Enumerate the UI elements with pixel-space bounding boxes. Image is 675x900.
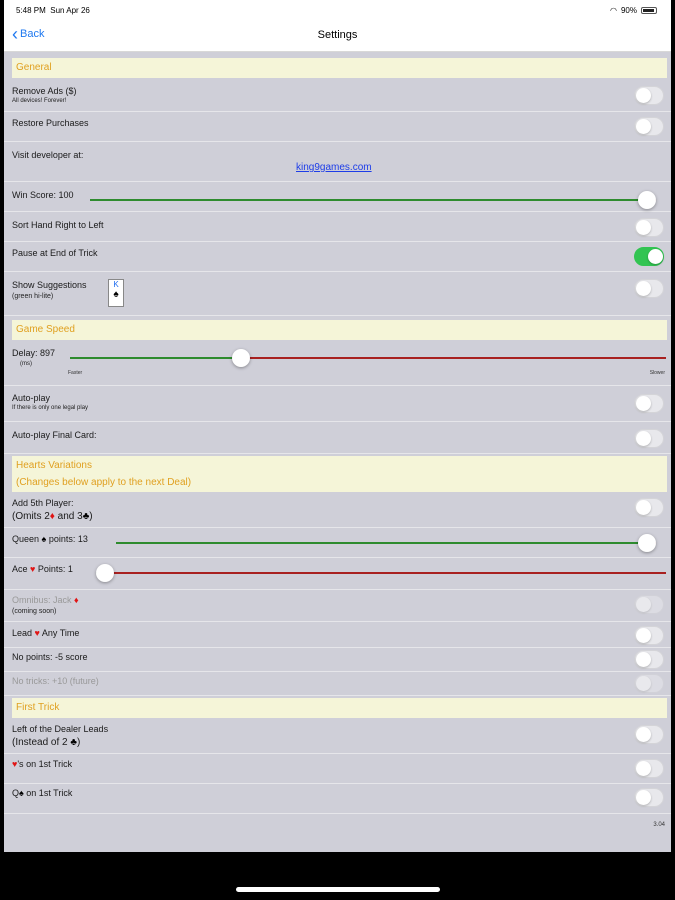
queen-first-trick-toggle[interactable]	[634, 788, 664, 807]
spade-icon: ♠	[113, 289, 119, 300]
autoplay-label: Auto-play	[12, 393, 51, 403]
row-autoplay-final	[4, 422, 671, 454]
spade-icon: ♠	[41, 534, 47, 544]
delay-value: 897	[40, 348, 56, 358]
developer-link[interactable]: king9games.com	[296, 162, 372, 173]
hearts-first-trick-toggle[interactable]	[634, 759, 664, 778]
toggle-knob	[636, 88, 651, 103]
club-icon: ♣	[70, 737, 77, 748]
row-sort-hand	[4, 212, 671, 242]
diamond-icon: ♦	[74, 595, 79, 605]
slider-fill	[70, 357, 241, 359]
status-bar	[4, 0, 671, 20]
home-indicator[interactable]	[236, 887, 440, 892]
row-queen-points	[4, 528, 671, 558]
row-restore-purchases	[4, 112, 671, 142]
toggle-knob	[636, 676, 651, 691]
hearts-variations-title: Hearts Variations	[16, 460, 92, 471]
left-dealer-label: Left of the Dealer Leads	[12, 724, 109, 734]
toggle-knob	[648, 249, 663, 264]
autoplay-final-toggle[interactable]	[634, 429, 664, 448]
row-win-score	[4, 182, 671, 212]
spade-icon: ♠	[19, 788, 24, 798]
slower-label: Slower	[649, 370, 665, 376]
remove-ads-sub: All devices! Forever!	[12, 98, 67, 104]
slider-thumb[interactable]	[638, 534, 656, 552]
page-title: Settings	[317, 29, 358, 41]
row-fifth-player	[4, 494, 671, 528]
queen-first-trick-label: Q♠ on 1st Trick	[12, 788, 73, 798]
left-dealer-sub: (Instead of 2 ♣)	[12, 737, 81, 748]
sort-hand-toggle[interactable]	[634, 218, 664, 237]
row-left-dealer	[4, 720, 671, 754]
toggle-knob	[636, 761, 651, 776]
restore-purchases-toggle[interactable]	[634, 117, 664, 136]
battery-icon	[641, 7, 657, 14]
card-rank: K	[113, 280, 119, 289]
omnibus-coming-soon: (coming soon)	[12, 608, 57, 615]
toggle-knob	[636, 500, 651, 515]
hearts-variations-note: (Changes below apply to the next Deal)	[16, 477, 192, 488]
ace-points-label: Ace ♥ Points: 1	[12, 564, 73, 574]
show-suggestions-sub: (green hi-lite)	[12, 293, 54, 300]
version-label: 3.04	[653, 822, 665, 828]
row-no-points	[4, 648, 671, 672]
wifi-icon: ◠	[610, 6, 617, 15]
heart-icon: ♥	[30, 564, 36, 574]
row-no-tricks	[4, 672, 671, 696]
club-icon: ♣	[82, 511, 90, 522]
remove-ads-label: Remove Ads ($)	[12, 86, 77, 96]
toggle-knob	[636, 727, 651, 742]
lead-hearts-label: Lead ♥ Any Time	[12, 628, 80, 638]
autoplay-sub: If there is only one legal play	[12, 405, 89, 411]
suggestion-card-preview	[108, 279, 124, 307]
section-header-game-speed: Game Speed	[12, 320, 667, 340]
chevron-left-icon: ‹	[12, 24, 18, 44]
status-time: 5:48 PM Sun Apr 26	[16, 6, 90, 15]
no-tricks-label: No tricks: +10 (future)	[12, 676, 99, 686]
toggle-knob	[636, 281, 651, 296]
toggle-knob	[636, 628, 651, 643]
row-show-suggestions	[4, 272, 671, 316]
row-visit-developer	[4, 142, 671, 182]
toggle-knob	[636, 790, 651, 805]
row-omnibus	[4, 590, 671, 622]
omnibus-label: Omnibus: Jack ♦	[12, 595, 79, 605]
autoplay-toggle[interactable]	[634, 394, 664, 413]
row-hearts-first-trick	[4, 754, 671, 784]
section-header-first-trick: First Trick	[12, 698, 667, 718]
restore-purchases-label: Restore Purchases	[12, 118, 89, 128]
toggle-knob	[636, 220, 651, 235]
slider-thumb[interactable]	[96, 564, 114, 582]
win-score-slider[interactable]	[90, 199, 656, 201]
settings-list	[4, 52, 671, 852]
heart-icon: ♥	[34, 628, 40, 638]
queen-points-label: Queen ♠ points: 13	[12, 534, 88, 544]
slider-thumb[interactable]	[638, 191, 656, 209]
slider-fill	[116, 542, 647, 544]
heart-icon: ♥	[12, 759, 18, 769]
show-suggestions-toggle[interactable]	[634, 279, 664, 298]
visit-developer-label: Visit developer at:	[12, 150, 84, 160]
toggle-knob	[636, 431, 651, 446]
lead-hearts-toggle[interactable]	[634, 626, 664, 645]
diamond-icon: ♦	[49, 511, 55, 522]
toggle-knob	[636, 119, 651, 134]
row-autoplay	[4, 386, 671, 422]
section-header-hearts-variations	[12, 456, 667, 492]
faster-label: Faster	[68, 370, 83, 376]
pause-trick-label: Pause at End of Trick	[12, 248, 98, 258]
ace-points-slider[interactable]	[96, 572, 666, 574]
sort-hand-label: Sort Hand Right to Left	[12, 220, 104, 230]
slider-track	[105, 572, 666, 574]
remove-ads-toggle[interactable]	[634, 86, 664, 105]
hearts-first-trick-label: ♥'s on 1st Trick	[12, 759, 73, 769]
pause-trick-toggle[interactable]	[634, 247, 664, 266]
delay-unit: (ms)	[20, 361, 32, 367]
queen-points-slider[interactable]	[116, 542, 656, 544]
no-tricks-toggle	[634, 674, 664, 693]
row-lead-hearts	[4, 622, 671, 648]
show-suggestions-label: Show Suggestions	[12, 280, 87, 290]
win-score-value: 100	[58, 190, 74, 200]
row-pause-trick	[4, 242, 671, 272]
left-dealer-toggle[interactable]	[634, 725, 664, 744]
battery-percent: 90%	[620, 6, 637, 15]
toggle-knob	[636, 652, 651, 667]
row-queen-first-trick	[4, 784, 671, 814]
navigation-bar	[4, 20, 671, 52]
omnibus-toggle	[634, 595, 664, 614]
row-remove-ads	[4, 82, 671, 112]
toggle-knob	[636, 597, 651, 612]
slider-track	[241, 357, 666, 359]
row-delay	[4, 342, 671, 386]
section-header-general: General	[12, 58, 667, 78]
no-points-toggle[interactable]	[634, 650, 664, 669]
slider-fill	[90, 199, 647, 201]
settings-screen	[4, 0, 671, 852]
fifth-player-toggle[interactable]	[634, 498, 664, 517]
fifth-player-label: Add 5th Player:	[12, 498, 74, 508]
delay-slider[interactable]	[70, 357, 666, 359]
autoplay-final-label: Auto-play Final Card:	[12, 430, 97, 440]
delay-label: Delay: 897	[12, 348, 56, 358]
win-score-label: Win Score: 100	[12, 190, 74, 200]
slider-thumb[interactable]	[232, 349, 250, 367]
toggle-knob	[636, 396, 651, 411]
no-points-label: No points: -5 score	[12, 652, 88, 662]
back-label: Back	[20, 28, 45, 40]
status-right	[610, 6, 657, 15]
row-ace-points	[4, 558, 671, 590]
fifth-player-omits: (Omits 2♦ and 3♣)	[12, 511, 93, 522]
